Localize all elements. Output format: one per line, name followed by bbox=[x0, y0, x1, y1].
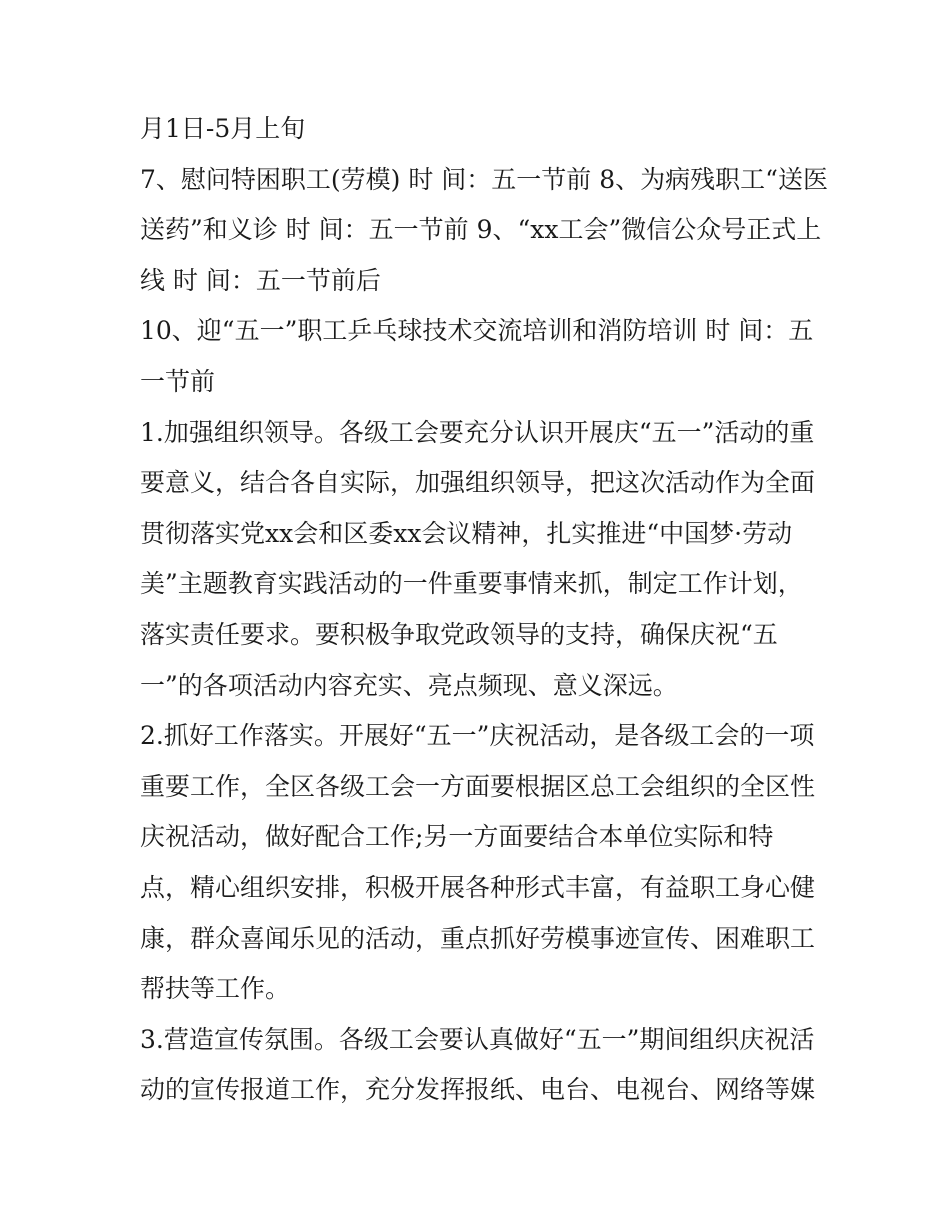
text-line: 帮扶等工作。 bbox=[140, 974, 291, 1004]
text-line: 一节前 bbox=[140, 366, 216, 396]
text-line: 重要工作，全区各级工会一方面要根据区总工会组织的全区性 bbox=[140, 771, 816, 801]
text-line: 一”的各项活动内容充实、亮点频现、意义深远。 bbox=[140, 670, 678, 700]
text-line: 要意义，结合各自实际，加强组织领导，把这次活动作为全面 bbox=[140, 468, 816, 498]
text-line: 康，群众喜闻乐见的活动，重点抓好劳模事迹宣传、困难职工 bbox=[140, 923, 816, 953]
text-line: 2.抓好工作落实。开展好“五一”庆祝活动，是各级工会的一项 bbox=[140, 721, 815, 751]
text-line: 贯彻落实党xx会和区委xx会议精神，扎实推进“中国梦·劳动 bbox=[140, 518, 793, 548]
text-line: 7、慰问特困职工(劳模) 时 间：五一节前 8、为病残职工“送医 bbox=[140, 164, 828, 194]
text-line: 落实责任要求。要积极争取党政领导的支持，确保庆祝“五 bbox=[140, 619, 778, 649]
text-line: 线 时 间：五一节前后 bbox=[140, 265, 381, 295]
text-line: 美”主题教育实践活动的一件重要事情来抓，制定工作计划， bbox=[140, 569, 803, 599]
document-body bbox=[140, 104, 828, 1116]
text-line: 月1日-5月上旬 bbox=[140, 114, 306, 143]
text-line: 1.加强组织领导。各级工会要充分认识开展庆“五一”活动的重 bbox=[140, 417, 815, 447]
text-line: 3.营造宣传氛围。各级工会要认真做好“五一”期间组织庆祝活 bbox=[140, 1024, 815, 1054]
text-line: 点，精心组织安排，积极开展各种形式丰富，有益职工身心健 bbox=[140, 872, 816, 902]
text-line: 10、迎“五一”职工乒乓球技术交流培训和消防培训 时 间：五 bbox=[140, 316, 814, 346]
text-line: 庆祝活动，做好配合工作;另一方面要结合本单位实际和特 bbox=[140, 822, 774, 852]
text-line: 动的宣传报道工作，充分发挥报纸、电台、电视台、网络等媒 bbox=[140, 1075, 816, 1105]
text-line: 送药”和义诊 时 间：五一节前 9、“xx工会”微信公众号正式上 bbox=[140, 215, 822, 245]
